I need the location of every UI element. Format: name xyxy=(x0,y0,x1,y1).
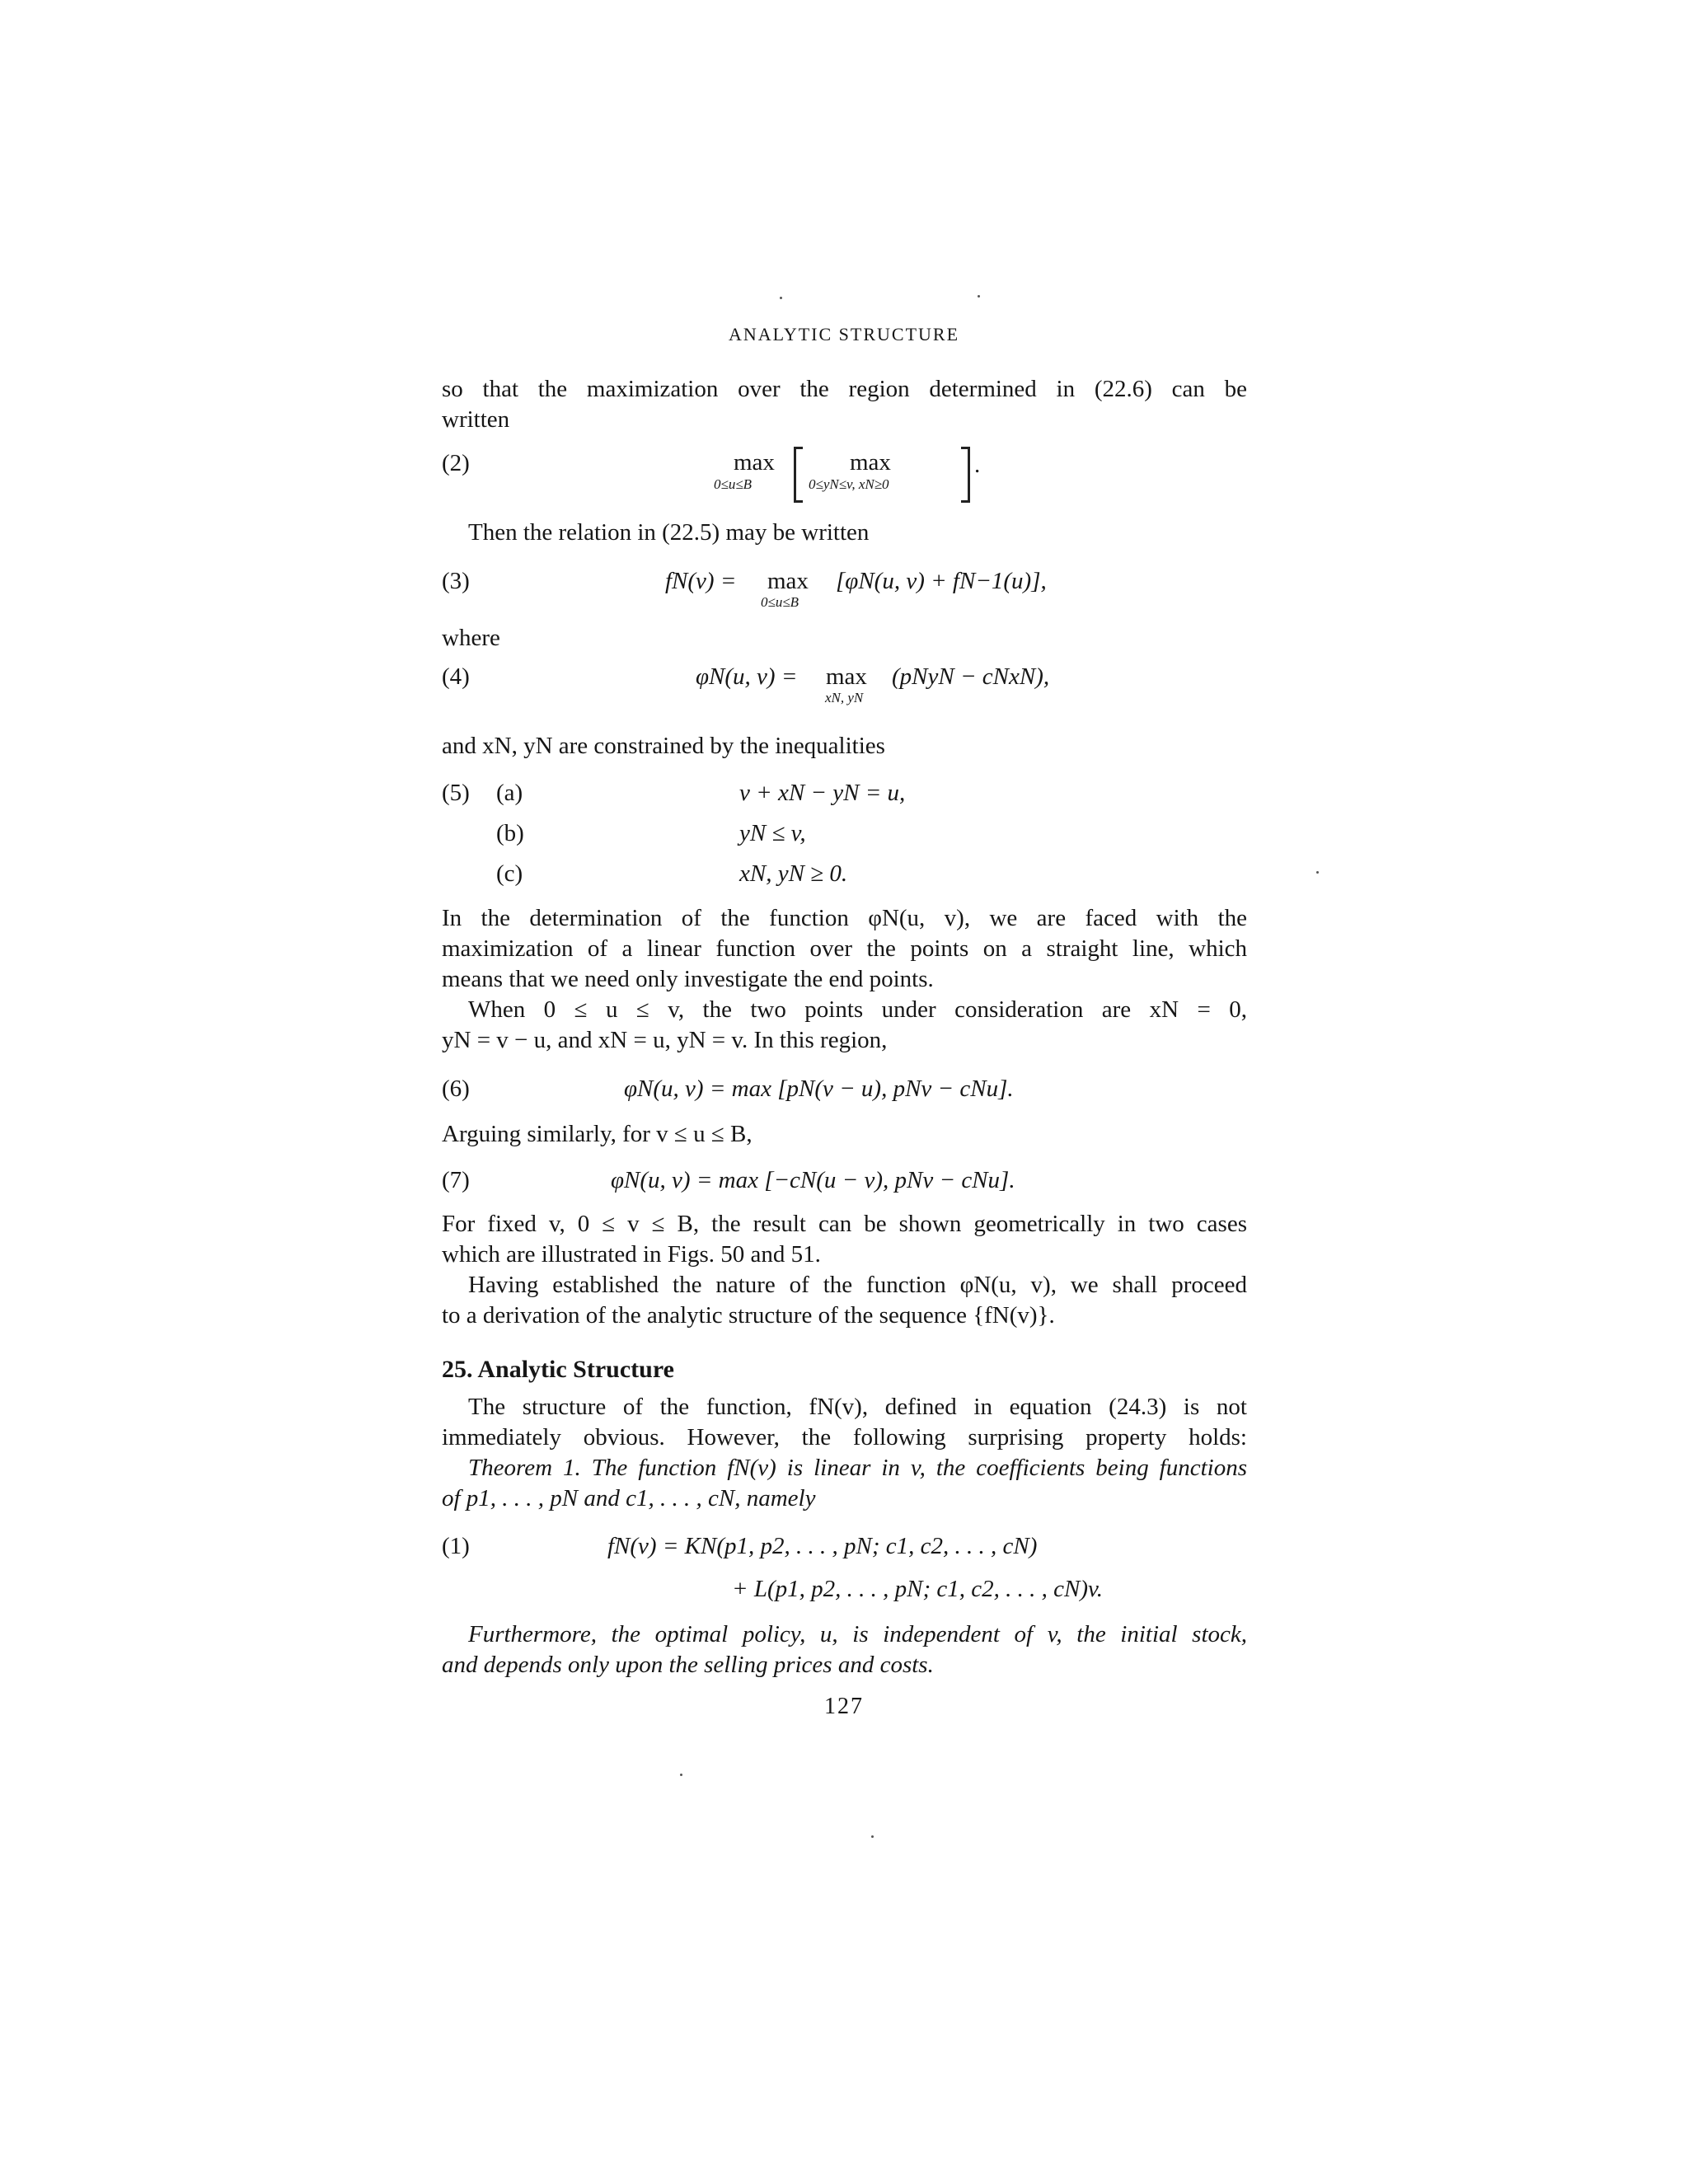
intro-line-2: written xyxy=(442,406,510,433)
equation-6-expr: φN(u, v) = max [pN(v − u), pNv − cNu]. xyxy=(624,1076,1014,1102)
equation-5a-label: (a) xyxy=(496,780,523,806)
scan-speck xyxy=(680,1774,682,1776)
equation-2-number: (2) xyxy=(442,450,470,476)
equation-3-max-subscript: 0≤u≤B xyxy=(761,594,799,610)
para1-line-3: means that we need only investigate the end points. xyxy=(442,966,934,992)
then-line: Then the relation in (22.5) may be written xyxy=(468,519,870,546)
equation-1-line-1: fN(v) = KN(p1, p2, . . . , pN; c1, c2, . . . , cN) xyxy=(607,1533,1038,1559)
theorem-line-2: of p1, . . . , pN and c1, . . . , cN, namely xyxy=(442,1485,816,1511)
equation-2-left-bracket xyxy=(794,447,803,503)
equation-4-rhs: (pNyN − cNxN), xyxy=(892,663,1050,690)
equation-3-number: (3) xyxy=(442,568,470,594)
equation-2-inner-subscript: 0≤yN≤v, xN≥0 xyxy=(809,476,889,492)
equation-4-number: (4) xyxy=(442,663,470,690)
section-heading: 25. Analytic Structure xyxy=(442,1356,674,1383)
equation-5b-expr: yN ≤ v, xyxy=(739,820,806,846)
equation-4-lhs: φN(u, v) = xyxy=(696,663,798,690)
equation-1-number: (1) xyxy=(442,1533,470,1559)
scan-speck xyxy=(1316,871,1319,874)
conclusion-line-2: and depends only upon the selling prices and costs. xyxy=(442,1652,934,1678)
equation-7-number: (7) xyxy=(442,1167,470,1193)
equation-3-lhs: fN(v) = xyxy=(665,568,737,594)
equation-2-outer-max: max xyxy=(734,449,775,476)
para2-line-2: yN = v − u, and xN = u, yN = v. In this region, xyxy=(442,1027,888,1053)
theorem-statement: The function fN(v) is linear in v, the coefficients being functions xyxy=(591,1455,1248,1481)
equation-5c-expr: xN, yN ≥ 0. xyxy=(739,860,848,887)
running-header: ANALYTIC STRUCTURE xyxy=(728,324,960,344)
para2-line-1: When 0 ≤ u ≤ v, the two points under consideration are xN = 0, xyxy=(468,996,1247,1023)
scan-speck xyxy=(780,297,782,299)
para1-line-2: maximization of a linear function over the points on a straight line, which xyxy=(442,935,1247,962)
para1-line-1: In the determination of the function φN(u, v), we are faced with the xyxy=(442,905,1247,931)
equation-3-max: max xyxy=(767,568,809,594)
equation-5b-label: (b) xyxy=(496,820,524,846)
equation-5a-expr: v + xN − yN = u, xyxy=(739,780,906,806)
para3-line-1: For fixed v, 0 ≤ v ≤ B, the result can be shown geometrically in two cases xyxy=(442,1211,1247,1237)
equation-6-number: (6) xyxy=(442,1076,470,1102)
scan-speck xyxy=(871,1835,874,1838)
intro-line-1: so that the maximization over the region determined in (22.6) can be xyxy=(442,376,1247,402)
where-line: where xyxy=(442,625,500,651)
equation-5-number: (5) xyxy=(442,780,470,806)
equation-3-rhs: [φN(u, v) + fN−1(u)], xyxy=(836,568,1047,594)
constraints-intro: and xN, yN are constrained by the inequalities xyxy=(442,733,885,759)
equation-2-right-bracket xyxy=(961,447,970,503)
para4-line-1: Having established the nature of the function φN(u, v), we shall proceed xyxy=(468,1272,1247,1298)
equation-4-max: max xyxy=(826,663,867,690)
equation-1-line-2: + L(p1, p2, . . . , pN; c1, c2, . . . , cN)v. xyxy=(732,1576,1103,1602)
equation-7-expr: φN(u, v) = max [−cN(u − v), pNv − cNu]. xyxy=(611,1167,1015,1193)
conclusion-line-1: Furthermore, the optimal policy, u, is independent of v, the initial stock, xyxy=(468,1621,1247,1647)
para3-line-2: which are illustrated in Figs. 50 and 51. xyxy=(442,1241,821,1268)
arguing-line: Arguing similarly, for v ≤ u ≤ B, xyxy=(442,1121,753,1147)
equation-5c-label: (c) xyxy=(496,860,523,887)
para5-line-1: The structure of the function, fN(v), defined in equation (24.3) is not xyxy=(468,1394,1247,1420)
theorem-line-1 xyxy=(468,1453,1247,1483)
page-number: 127 xyxy=(824,1694,864,1719)
theorem-label: Theorem 1. xyxy=(468,1455,581,1481)
equation-2-period: . xyxy=(974,452,981,478)
para5-line-2: immediately obvious. However, the following surprising property holds: xyxy=(442,1424,1247,1451)
equation-2-outer-subscript: 0≤u≤B xyxy=(714,476,753,492)
equation-2-inner-max: max xyxy=(850,449,891,476)
equation-4-max-subscript: xN, yN xyxy=(825,690,864,705)
para4-line-2: to a derivation of the analytic structure of the sequence {fN(v)}. xyxy=(442,1302,1055,1329)
scan-speck xyxy=(978,295,980,298)
